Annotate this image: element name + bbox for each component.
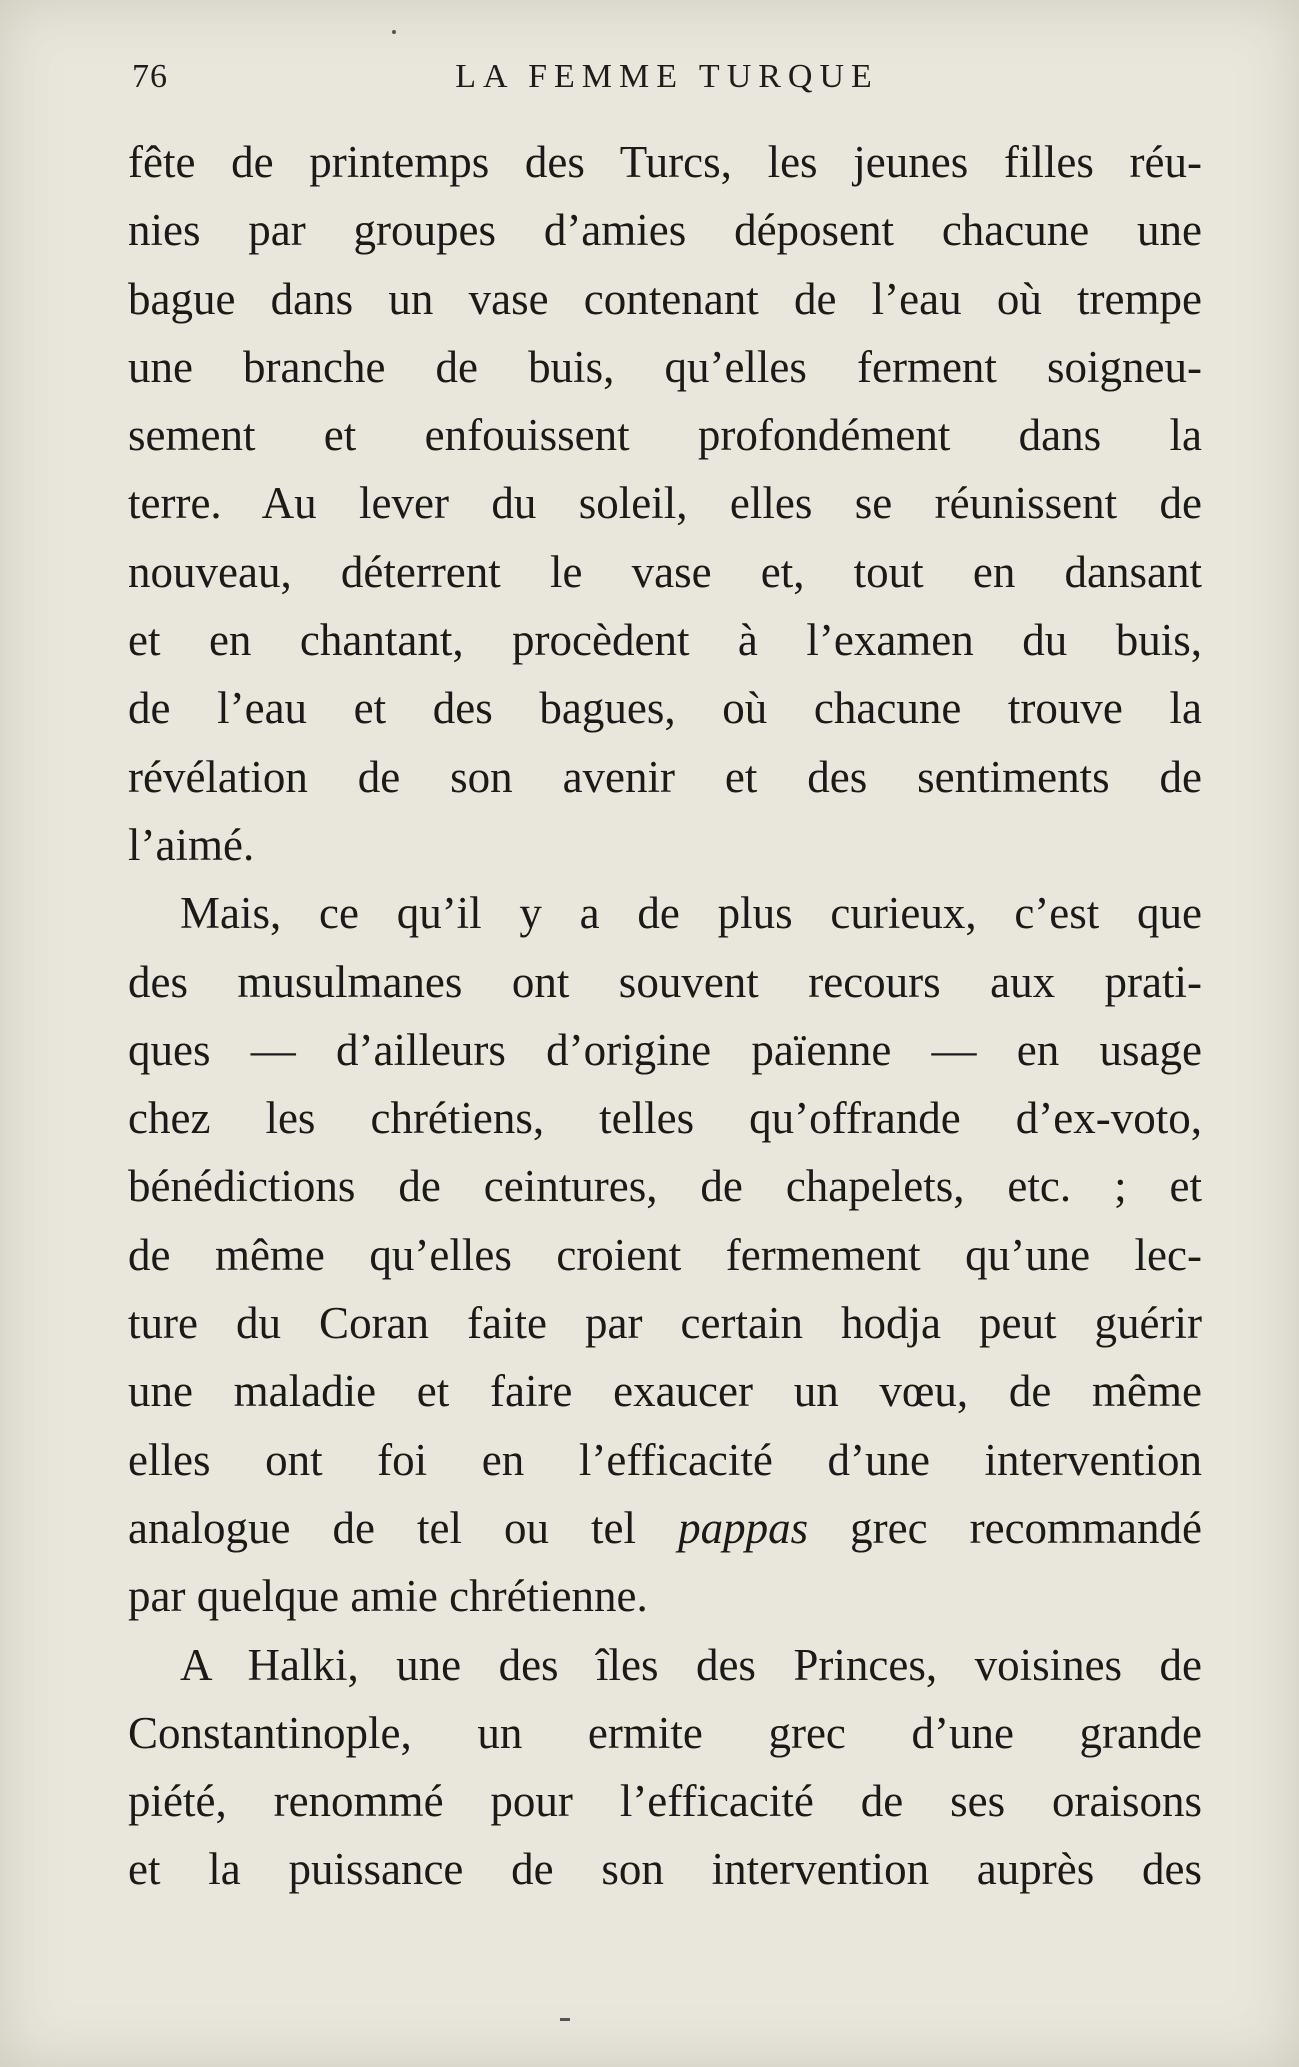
- paragraph-start-line: A Halki, une des îles des Princes, voisines de: [180, 1639, 1202, 1690]
- print-speck: [392, 30, 396, 34]
- text-line: par quelque amie chrétienne.: [128, 1571, 648, 1622]
- text-line: sement et enfouissent profondément dans la: [128, 410, 1202, 461]
- text-line: révélation de son avenir et des sentiments de: [128, 751, 1202, 802]
- text-line: ture du Coran faite par certain hodja peut guérir: [128, 1298, 1202, 1349]
- body-text: [128, 128, 1202, 1904]
- text-line: fête de printemps des Turcs, les jeunes filles réu-: [128, 137, 1202, 187]
- text-line: des musulmanes ont souvent recours aux prati-: [128, 956, 1202, 1007]
- text-line: bénédictions de ceintures, de chapelets, etc. ; et: [128, 1161, 1202, 1212]
- text-line: et en chantant, procèdent à l’examen du buis,: [128, 615, 1202, 666]
- text-line: l’aimé.: [128, 819, 255, 870]
- text-line: nouveau, déterrent le vase et, tout en dansant: [128, 546, 1202, 597]
- text-line: ques — d’ailleurs d’origine païenne — en usage: [128, 1024, 1202, 1075]
- italic-word: pappas: [678, 1502, 809, 1553]
- text-line: piété, renommé pour l’efficacité de ses oraisons: [128, 1776, 1202, 1827]
- text-line: une maladie et faire exaucer un vœu, de même: [128, 1366, 1202, 1417]
- text-line: terre. Au lever du soleil, elles se réunissent de: [128, 478, 1202, 529]
- text-segment: grec recommandé: [808, 1502, 1202, 1553]
- text-line: et la puissance de son intervention auprès des: [128, 1844, 1202, 1895]
- text-line: de même qu’elles croient fermement qu’une lec-: [128, 1229, 1202, 1280]
- text-line: bague dans un vase contenant de l’eau où trempe: [128, 273, 1202, 324]
- paragraph-start-line: Mais, ce qu’il y a de plus curieux, c’est que: [180, 888, 1202, 939]
- print-speck: [560, 2018, 570, 2021]
- text-line: nies par groupes d’amies déposent chacune une: [128, 205, 1202, 256]
- page-header: [132, 58, 1202, 102]
- text-line: de l’eau et des bagues, où chacune trouve la: [128, 683, 1202, 734]
- text-line: Constantinople, un ermite grec d’une grande: [128, 1707, 1202, 1758]
- text-line: chez les chrétiens, telles qu’offrande d’ex-voto,: [128, 1093, 1202, 1144]
- text-line: une branche de buis, qu’elles ferment soigneu-: [128, 341, 1202, 392]
- text-line-with-italic: [128, 1494, 1202, 1562]
- running-title: LA FEMME TURQUE: [455, 58, 879, 95]
- page-number: 76: [132, 58, 168, 95]
- text-segment: analogue de tel ou tel: [128, 1502, 679, 1553]
- text-line: elles ont foi en l’efficacité d’une intervention: [128, 1434, 1202, 1485]
